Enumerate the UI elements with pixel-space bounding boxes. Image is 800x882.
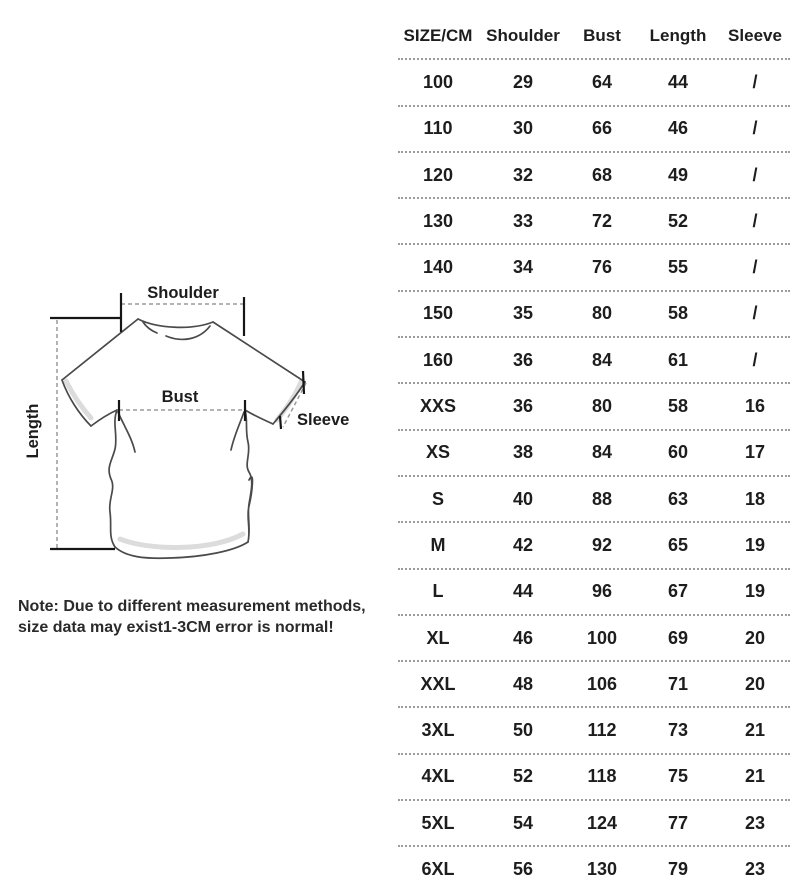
table-cell: 120	[422, 164, 454, 185]
table-cell: /	[752, 349, 758, 370]
table-cell: 84	[591, 442, 613, 463]
table-cell: 112	[587, 720, 617, 741]
table-cell: 100	[422, 71, 454, 92]
column-header-sleeve: Sleeve	[728, 26, 782, 46]
table-cell: 46	[667, 118, 689, 139]
length-label: Length	[24, 403, 42, 459]
column-header-size: SIZE/CM	[403, 26, 473, 46]
table-cell: 33	[512, 210, 534, 231]
table-cell: XL	[426, 627, 450, 648]
table-cell: 73	[667, 720, 689, 741]
table-cell: 110	[423, 118, 453, 139]
table-cell: 58	[667, 303, 689, 324]
table-cell: 55	[667, 257, 689, 278]
table-header-row	[398, 14, 790, 60]
table-cell: 63	[667, 488, 689, 509]
table-cell: 130	[422, 210, 454, 231]
table-cell: 42	[512, 534, 534, 555]
table-row	[398, 153, 790, 199]
table-row	[398, 292, 790, 338]
table-row	[398, 477, 790, 523]
table-cell: 29	[512, 71, 534, 92]
table-cell: 54	[512, 812, 534, 833]
table-row	[398, 384, 790, 430]
table-cell: 52	[512, 766, 534, 787]
table-cell: 19	[744, 534, 766, 555]
table-cell: M	[430, 534, 446, 555]
table-cell: /	[752, 303, 758, 324]
table-cell: 50	[512, 720, 534, 741]
table-cell: 100	[586, 627, 618, 648]
table-cell: 3XL	[421, 720, 455, 741]
table-cell: 130	[586, 858, 618, 879]
table-row	[398, 338, 790, 384]
table-row	[398, 60, 790, 106]
table-cell: 23	[744, 812, 766, 833]
table-row	[398, 431, 790, 477]
table-cell: 140	[422, 257, 454, 278]
tshirt-measurement-diagram	[8, 268, 380, 598]
bust-label: Bust	[161, 388, 199, 406]
table-cell: 56	[512, 858, 534, 879]
table-cell: 75	[667, 766, 689, 787]
table-cell: 71	[667, 673, 689, 694]
size-table	[398, 14, 790, 882]
table-cell: 88	[591, 488, 613, 509]
column-header-shoulder: Shoulder	[486, 26, 560, 46]
tshirt-diagram-svg	[8, 268, 380, 598]
sleeve-label: Sleeve	[297, 411, 350, 429]
table-cell: L	[432, 581, 444, 602]
measurement-note	[18, 596, 366, 638]
table-row	[398, 801, 790, 847]
table-cell: 76	[591, 257, 613, 278]
table-cell: 58	[667, 396, 689, 417]
table-cell: 61	[667, 349, 689, 370]
table-row	[398, 245, 790, 291]
table-cell: 6XL	[421, 858, 455, 879]
table-cell: 65	[667, 534, 689, 555]
table-cell: 19	[744, 581, 766, 602]
table-cell: /	[752, 257, 758, 278]
table-cell: 60	[667, 442, 689, 463]
table-cell: 16	[744, 396, 766, 417]
table-cell: 80	[591, 303, 613, 324]
column-header-length: Length	[649, 26, 707, 46]
table-cell: 124	[586, 812, 618, 833]
tshirt-outline	[62, 319, 305, 558]
table-cell: 66	[591, 118, 613, 139]
table-row	[398, 847, 790, 882]
table-cell: /	[752, 71, 758, 92]
table-row	[398, 755, 790, 801]
table-cell: 36	[512, 349, 534, 370]
table-cell: 84	[591, 349, 613, 370]
table-row	[398, 616, 790, 662]
table-row	[398, 570, 790, 616]
table-cell: 20	[744, 627, 766, 648]
note-line-2: size data may exist1-3CM error is normal!	[18, 619, 334, 636]
table-cell: 67	[667, 581, 689, 602]
table-cell: 38	[512, 442, 534, 463]
table-cell: 69	[667, 627, 689, 648]
table-cell: XS	[425, 442, 450, 463]
table-cell: /	[752, 118, 758, 139]
table-cell: 44	[667, 71, 689, 92]
table-cell: 17	[744, 442, 766, 463]
table-cell: 106	[586, 673, 618, 694]
table-cell: 40	[512, 488, 534, 509]
table-cell: 118	[587, 766, 617, 787]
table-cell: /	[752, 164, 758, 185]
table-cell: 96	[591, 581, 613, 602]
table-cell: 34	[512, 257, 534, 278]
table-cell: 20	[744, 673, 766, 694]
table-cell: 79	[667, 858, 689, 879]
table-cell: 52	[667, 210, 689, 231]
table-cell: 44	[512, 581, 534, 602]
table-cell: XXL	[420, 673, 456, 694]
table-cell: 30	[512, 118, 534, 139]
table-cell: 48	[512, 673, 534, 694]
table-row	[398, 523, 790, 569]
table-cell: 49	[667, 164, 689, 185]
table-row	[398, 199, 790, 245]
table-row	[398, 708, 790, 754]
note-line-1: Note: Due to different measurement methods,	[18, 598, 366, 615]
size-table-body	[398, 60, 790, 882]
table-cell: /	[752, 210, 758, 231]
table-cell: 5XL	[421, 812, 455, 833]
table-cell: 32	[512, 164, 534, 185]
table-cell: 4XL	[421, 766, 455, 787]
table-cell: 92	[591, 534, 613, 555]
table-cell: 23	[744, 858, 766, 879]
table-cell: XXS	[419, 396, 457, 417]
table-cell: 36	[512, 396, 534, 417]
table-cell: 80	[591, 396, 613, 417]
table-row	[398, 107, 790, 153]
table-cell: 72	[591, 210, 613, 231]
table-cell: 160	[422, 349, 454, 370]
shoulder-label: Shoulder	[147, 284, 219, 302]
table-cell: 21	[744, 766, 766, 787]
column-header-bust: Bust	[583, 26, 621, 46]
table-cell: 68	[591, 164, 613, 185]
table-row	[398, 662, 790, 708]
table-cell: 18	[744, 488, 766, 509]
table-cell: 77	[667, 812, 689, 833]
table-cell: 21	[744, 720, 766, 741]
table-cell: S	[431, 488, 444, 509]
table-cell: 150	[422, 303, 454, 324]
table-cell: 35	[512, 303, 534, 324]
table-cell: 46	[512, 627, 534, 648]
table-cell: 64	[591, 71, 613, 92]
